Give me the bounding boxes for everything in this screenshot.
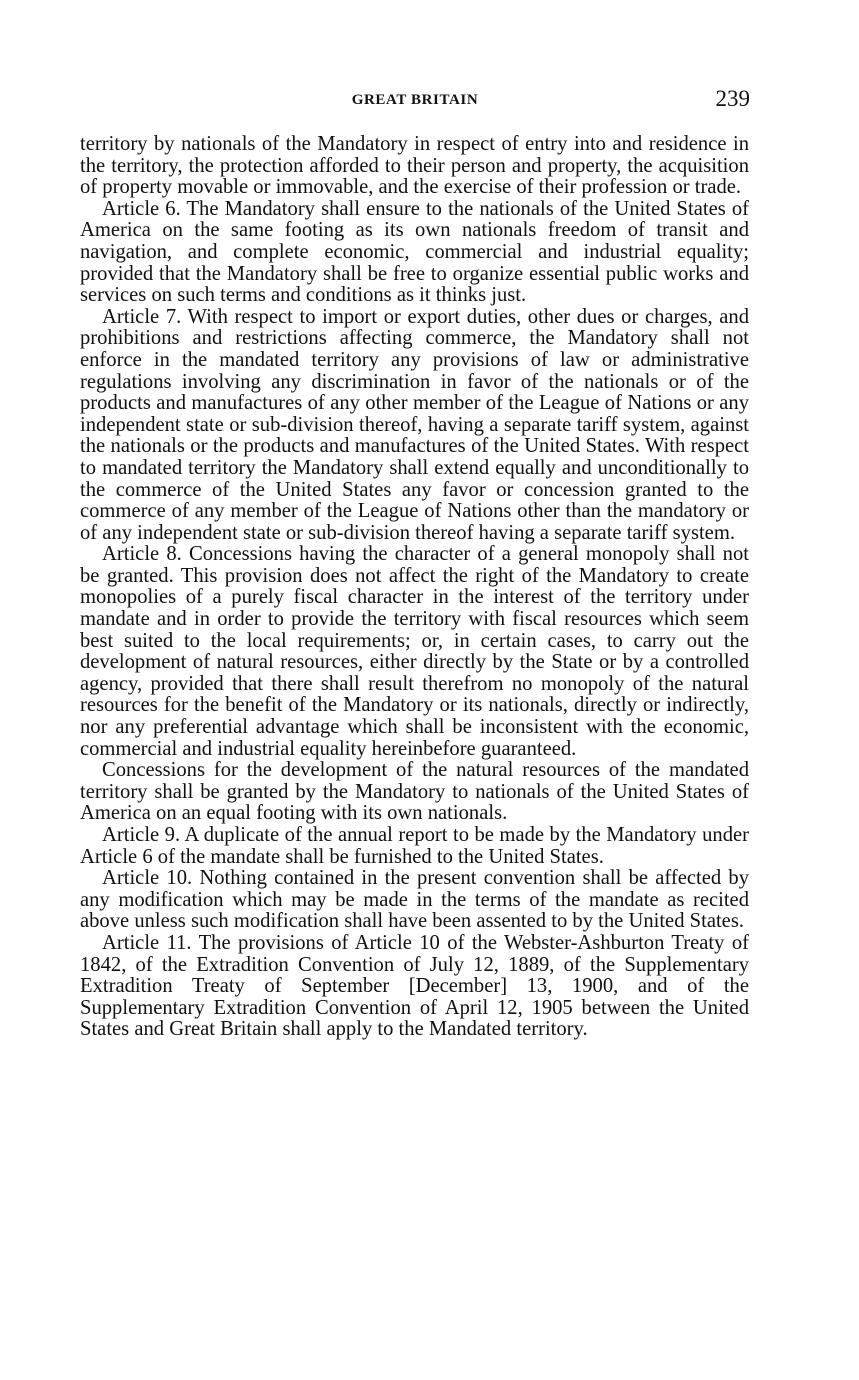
document-body (80, 134, 749, 1041)
paragraph-concessions: Concessions for the development of the natural resources of the mandated territory shall be granted by the Mandatory to nationals of the United States of America on an equal footing with its own nationals. (80, 759, 749, 825)
page-number: 239 (715, 86, 750, 111)
running-header (80, 88, 750, 118)
paragraph-article-8: Article 8. Concessions having the character of a general monopoly shall not be granted. This provision does not affect the right of the Mandatory to create monopolies of a purely fiscal character in the interest of the territory under mandate and in order to provide the territory with fiscal resources which seem best suited to the local requirements; or, in certain cases, to carry out the development of natural resources, either directly by the State or by a controlled agency, provided that there shall result therefrom no monopoly of the natural resources for the benefit of the Mandatory or its nationals, directly or indirectly, nor any preferential advantage which shall be inconsistent with the economic, commercial and industrial equality hereinbefore guaranteed. (80, 543, 749, 760)
paragraph-article-9: Article 9. A duplicate of the annual report to be made by the Mandatory under Article 6 of the mandate shall be furnished to the United States. (80, 824, 749, 868)
paragraph-article-10: Article 10. Nothing contained in the present convention shall be affected by any modification which may be made in the terms of the mandate as recited above unless such modification shall have been assented to by the United States. (80, 867, 749, 933)
paragraph-article-11: Article 11. The provisions of Article 10 of the Webster-Ashburton Treaty of 1842, of the Extradition Convention of July 12, 1889, of the Supplementary Extradition Treaty of September [December] 13, 1900, and of the Supplementary Extradition Convention of April 12, 1905 between the United States and Great Britain shall apply to the Mandated territory. (80, 931, 749, 1041)
running-title: GREAT BRITAIN (351, 92, 479, 108)
paragraph-continuation: territory by nationals of the Mandatory in respect of entry into and residence in the territory, the protection afforded to their person and property, the acquisition of property movable or immovable, and the exercise of their profession or trade. (80, 133, 749, 199)
paragraph-article-7: Article 7. With respect to import or export duties, other dues or charges, and prohibitions and restrictions affecting commerce, the Mandatory shall not enforce in the mandated territory any provisions of law or administrative regulations involving any discrimination in favor of the nationals or of the products and manufactures of any other member of the League of Nations or any independent state or sub-division thereof, having a separate tariff system, against the nationals or the products and manufactures of the United States. With respect to mandated territory the Mandatory shall extend equally and unconditionally to the commerce of the United States any favor or concession granted to the commerce of any member of the League of Nations other than the mandatory or of any independent state or sub-division thereof having a separate tariff system. (80, 305, 749, 544)
paragraph-article-6: Article 6. The Mandatory shall ensure to the nationals of the United States of America on the same footing as its own nationals freedom of transit and navigation, and complete economic, commercial and industrial equality; provided that the Mandatory shall be free to organize essential public works and services on such terms and conditions as it thinks just. (80, 197, 749, 307)
